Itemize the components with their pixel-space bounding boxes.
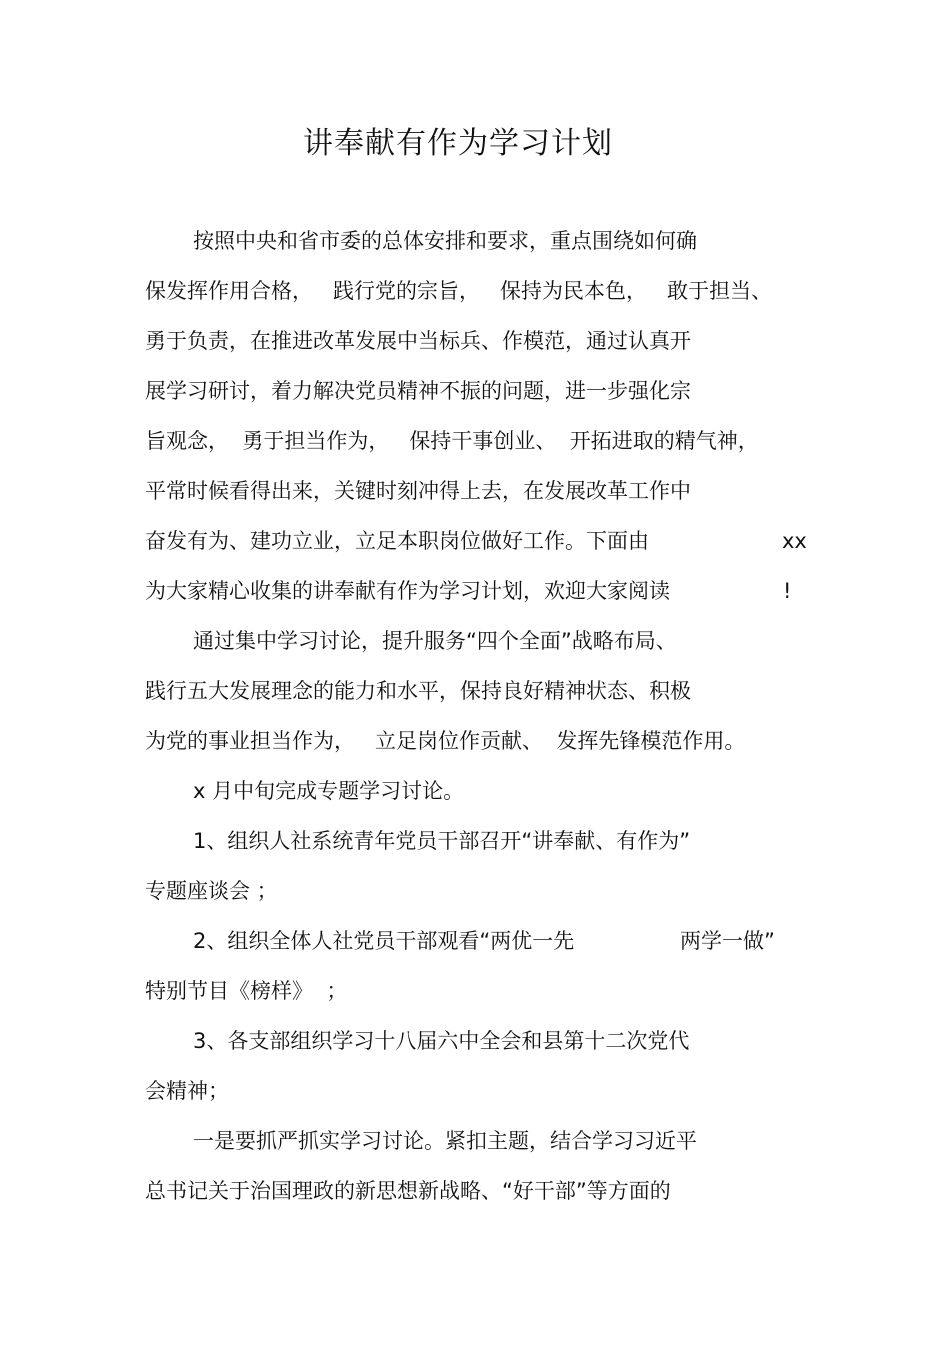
paragraph-line: 奋发有为、建功立业，立足本职岗位做好工作。下面由 bbox=[145, 529, 649, 553]
paragraph-line: 展学习研讨，着力解决党员精神不振的问题，进一步强化宗 bbox=[145, 379, 691, 403]
paragraph-line-tail: xx bbox=[782, 529, 807, 553]
paragraph-line: 保发挥作用合格， 践行党的宗旨， 保持为民本色， 敢于担当、 bbox=[145, 279, 773, 303]
paragraph-line: 为党的事业担当作为， 立足岗位作贡献、 发挥先锋模范作用。 bbox=[145, 729, 746, 753]
list-item-line-tail: 两学一做” bbox=[680, 929, 775, 953]
paragraph-line: 通过集中学习讨论，提升服务“四个全面”战略布局、 bbox=[193, 629, 677, 653]
list-item-line: 会精神； bbox=[145, 1079, 229, 1103]
paragraph-line: x 月中旬完成专题学习讨论。 bbox=[193, 779, 465, 803]
list-item-line: 3、各支部组织学习十八届六中全会和县第十二次党代 bbox=[193, 1029, 690, 1053]
paragraph-line: 勇于负责，在推进改革发展中当标兵、作模范，通过认真开 bbox=[145, 329, 691, 353]
list-item-line: 专题座谈会 ； bbox=[145, 879, 278, 903]
paragraph-line: 总书记关于治国理政的新思想新战略、“好干部”等方面的 bbox=[145, 1179, 671, 1203]
paragraph-line-tail: ! bbox=[783, 579, 792, 603]
paragraph-line: 按照中央和省市委的总体安排和要求，重点围绕如何确 bbox=[193, 229, 697, 253]
paragraph-line: 践行五大发展理念的能力和水平，保持良好精神状态、积极 bbox=[145, 679, 691, 703]
paragraph-line: 为大家精心收集的讲奉献有作为学习计划，欢迎大家阅读 bbox=[145, 579, 670, 603]
list-item-line: 2、组织全体人社党员干部观看“两优一先 bbox=[193, 929, 575, 953]
list-item-line: 1、组织人社系统青年党员干部召开“讲奉献、有作为” bbox=[193, 829, 691, 853]
paragraph-line: 旨观念， 勇于担当作为， 保持干事创业、 开拓进取的精气神， bbox=[145, 429, 759, 453]
paragraph-line: 平常时候看得出来，关键时刻冲得上去，在发展改革工作中 bbox=[145, 479, 691, 503]
list-item-line: 特别节目《榜样》 ； bbox=[145, 979, 348, 1003]
document-title: 讲奉献有作为学习计划 bbox=[303, 126, 613, 161]
paragraph-line: 一是要抓严抓实学习讨论。紧扣主题，结合学习习近平 bbox=[193, 1129, 697, 1153]
